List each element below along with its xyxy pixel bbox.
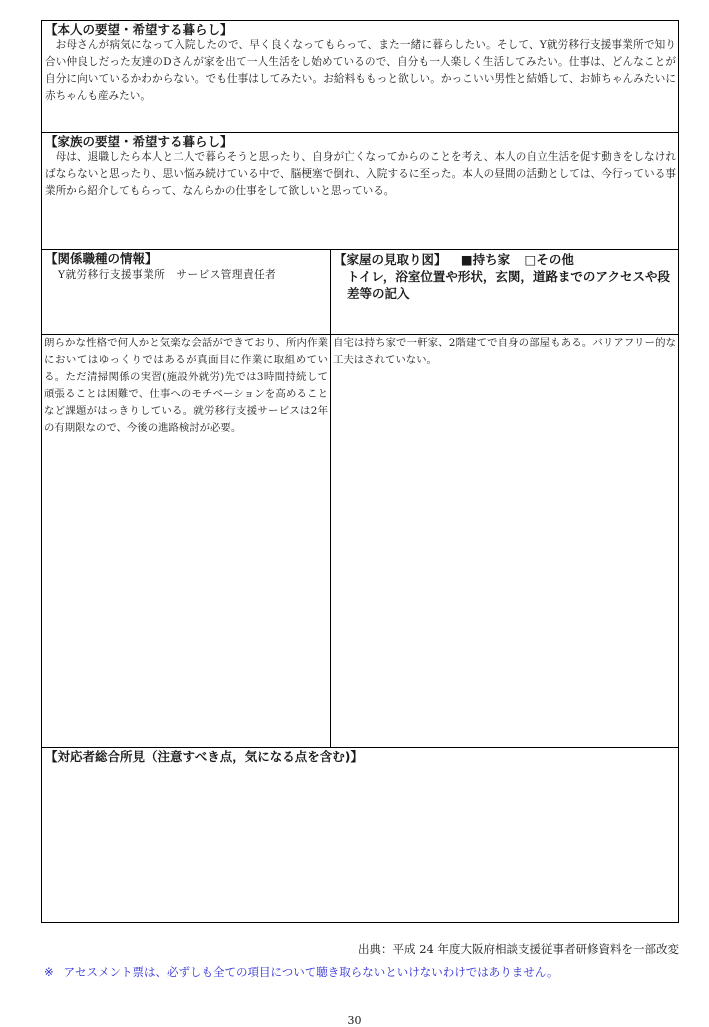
footnote (44, 964, 558, 980)
personal-wish-heading: 【本人の要望・希望する暮らし】 (45, 22, 233, 37)
floorplan-content (331, 335, 678, 747)
family-wish-text: 母は、退職したら本人と二人で暮らそうと思ったり、自身が亡くなってからのことを考え、本人の自立生活を促す動きをしなければならないと思ったり、思い悩み続けている中で、脳梗塞で倒れ、入院するに至った。本人の昼間の活動としては、今行っている事業所から紹介してもらって、なんらかの仕事をして欲しいと思っている。 (45, 151, 676, 197)
related-staff-source: Y就労移行支援事業所 サービス管理責任者 (58, 269, 277, 281)
floorplan-title (331, 250, 678, 268)
page-number: 30 (347, 1014, 362, 1027)
owned-house-checkbox[interactable]: ■持ち家 (460, 252, 511, 267)
related-staff-content (42, 335, 331, 747)
info-content-row (42, 335, 678, 748)
related-staff-heading: 【関係職種の情報】 (45, 251, 158, 266)
related-staff-text: 朗らかな性格で何人かと気楽な会話ができており、所内作業においてはゆっくりではあるが真面目に作業に取組めている。ただ清掃関係の実習(施設外就労)先では3時間持続して頑張ることは困難で、仕事へのモチベーションを高めることなど課題がはっきりしている。就労移行支援サービスは2年の有期限なので、今後の進路検討が必要。 (44, 337, 328, 434)
other-housing-checkbox[interactable]: □その他 (524, 252, 574, 267)
info-header-row (42, 250, 678, 335)
overall-findings-section (42, 748, 678, 922)
assessment-sheet (41, 20, 679, 923)
source-citation: 出典：平成 24 年度大阪府相談支援従事者研修資料を一部改変 (358, 942, 679, 956)
floorplan-header (331, 250, 678, 334)
related-staff-header (42, 250, 331, 334)
floorplan-description: トイレ，浴室位置や形状，玄関，道路までのアクセスや段差等の記入 (347, 269, 671, 301)
footnote-text: アセスメント票は、必ずしも全ての項目について聴き取らないといけないわけではありません。 (63, 965, 559, 979)
floorplan-heading: 【家屋の見取り図】 (334, 252, 447, 267)
floorplan-text: 自宅は持ち家で一軒家、2階建てで自身の部屋もある。バリアフリー的な工夫はされていない。 (333, 337, 676, 366)
family-wish-heading: 【家族の要望・希望する暮らし】 (45, 134, 233, 149)
footnote-mark: ※ (44, 965, 54, 979)
personal-wish-section (42, 21, 678, 133)
personal-wish-text: お母さんが病気になって入院したので、早く良くなってもらって、また一緒に暮らしたい。そして、Y就労移行支援事業所で知り合い仲良しだった友達のDさんが家を出て一人生活をし始めているので、自分も一人楽しく生活してみたい。仕事は、どんなことが自分に向いているかわからない。でも仕事はしてみたい。お給料ももっと欲しい。かっこいい男性と結婚して、お姉ちゃんみたいに赤ちゃんも産みたい。 (45, 39, 676, 102)
family-wish-section (42, 133, 678, 250)
overall-findings-heading: 【対応者総合所見（注意すべき点，気になる点を含む)】 (45, 749, 363, 764)
